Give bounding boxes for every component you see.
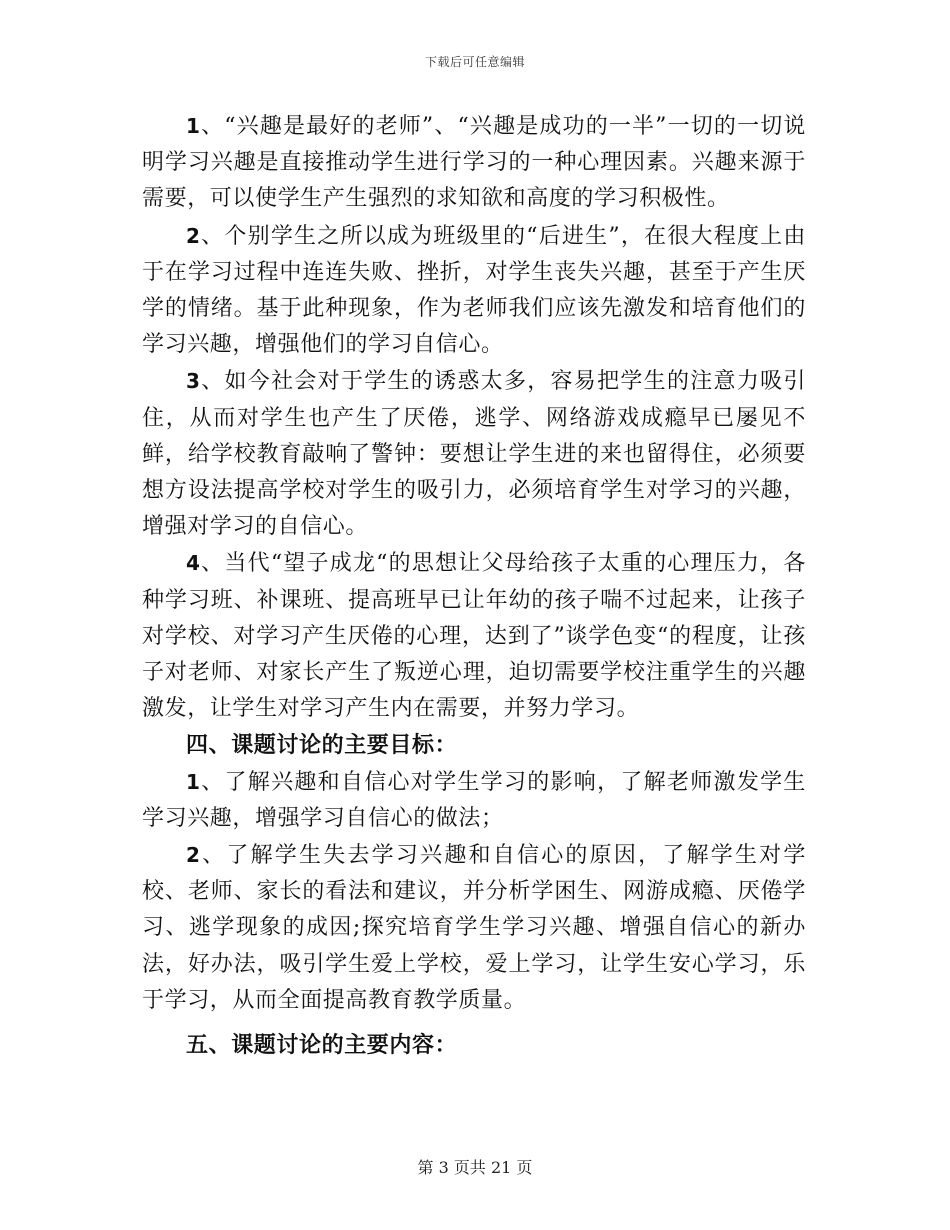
page-header: 下载后可任意编辑 <box>424 55 525 69</box>
page-footer: 第 3 页共 21 页 <box>417 1158 533 1177</box>
paragraph-text: 、当代“望子成龙“的思想让父母给孩子太重的心理压力，各种学习班、补课班、提高班早已让年幼的孩子喘不过起来，让孩子对学校、对学习产生厌倦的心理，达到了”谈学色变“的程度，让孩子对老师、对家长产生了叛逆心理，迫切需要学校注重学生的兴趣激发，让学生对学习产生内在需要，并努力学习。 <box>142 551 806 722</box>
paragraph-number: 2 <box>186 223 201 248</box>
paragraph-number: 1 <box>186 114 201 138</box>
item-text: 、了解兴趣和自信心对学生学习的影响，了解老师激发学生学习兴趣，增强学习自信心的做法； <box>142 769 806 831</box>
paragraph-3 <box>142 363 806 545</box>
item-text: 、了解学生失去学习兴趣和自信心的原因，了解学生对学校、老师、家长的看法和建议，并分析学困生、网游成瘾、厌倦学习、逃学现象的成因;探究培育学生学习兴趣、增强自信心的新办法，好办法，吸引学生爱上学校，爱上学习，让学生安心学习，乐于学习，从而全面提高教育教学质量。 <box>142 843 806 1013</box>
paragraph-text: 、如今社会对于学生的诱惑太多，容易把学生的注意力吸引住，从而对学生也产生了厌倦，逃学、网络游戏成瘾早已屡见不鲜，给学校教育敲响了警钟：要想让学生进的来也留得住，必须要想方设法提高学校对学生的吸引力，必须培育学生对学习的兴趣，增强对学习的自信心。 <box>142 369 806 540</box>
section-gap <box>142 1019 806 1027</box>
section-heading-5: 五、课题讨论的主要内容： <box>186 1032 458 1059</box>
document-body <box>142 108 806 1063</box>
paragraph-number: 3 <box>186 369 201 394</box>
paragraph-2 <box>142 218 806 364</box>
section4-item-2 <box>142 837 806 1019</box>
paragraph-text: 、“兴趣是最好的老师”、“兴趣是成功的一半”一切的一切说明学习兴趣是直接推动学生进行学习的一种心理因素。兴趣来源于需要，可以使学生产生强烈的求知欲和高度的学习积极性。 <box>142 114 806 212</box>
paragraph-text: 、个别学生之所以成为班级里的“后进生”，在很大程度上由于在学习过程中连连失败、挫折，对学生丧失兴趣，甚至于产生厌学的情绪。基于此种现象，作为老师我们应该先激发和培育他们的学习兴趣，增强他们的学习自信心。 <box>142 223 806 358</box>
paragraph-4 <box>142 545 806 727</box>
paragraph-number: 4 <box>186 551 201 576</box>
item-number: 2 <box>186 843 201 868</box>
section-heading-4: 四、课题讨论的主要目标： <box>186 732 458 759</box>
paragraph-1 <box>142 108 806 218</box>
item-number: 1 <box>186 769 201 794</box>
section4-item-1 <box>142 764 806 837</box>
